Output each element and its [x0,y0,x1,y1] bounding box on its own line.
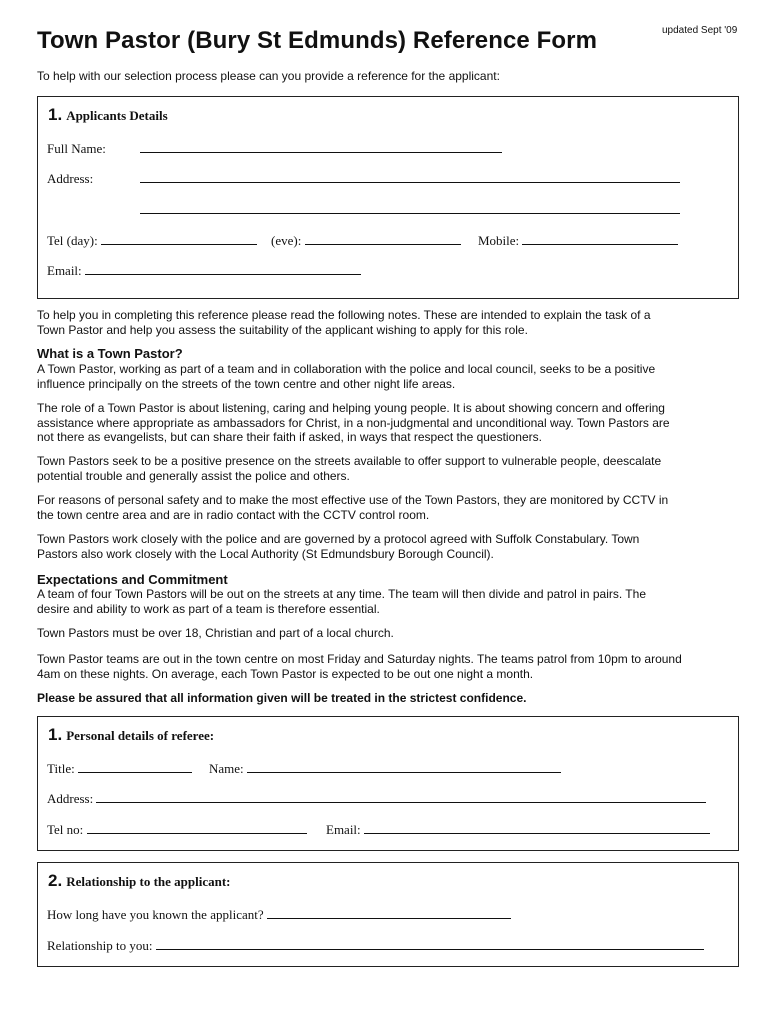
how-long-label: How long have you known the applicant? [47,907,264,922]
expectations-heading: Expectations and Commitment [37,572,228,587]
section-title: Relationship to the applicant: [66,874,231,889]
section-title: Personal details of referee: [66,728,215,743]
text-line: Pastors also work closely with the Local Authority (St Edmundsbury Borough Council). [37,546,494,561]
full-name-field[interactable] [140,142,502,153]
referee-address-field[interactable] [96,792,706,803]
referee-email-field[interactable] [364,823,710,834]
text-line: not there as evangelists, but can share their faith if asked, in ways that respect the questioners. [37,430,542,444]
relationship-field[interactable] [156,939,704,950]
text-line: Town Pastors seek to be a positive presence on the streets available to offer support to vulnerable people, deescalate [37,454,662,468]
text-line: the town centre area and are in radio contact with the CCTV control room. [37,507,430,522]
section-number: 2. [48,871,63,890]
text-line: influence principally on the streets of the town centre and other night life areas. [37,376,456,391]
text-line: assistance where appropriate as ambassadors for Christ, in a non-judgmental and unconditional way. Town Pastors are [37,415,670,430]
address-field-line-2[interactable] [140,203,680,214]
applicant-details-heading [48,105,168,125]
tel-no-field[interactable] [87,823,307,834]
expectations-paragraph-2 [37,626,737,641]
relationship-section [37,862,739,967]
how-long-field[interactable] [267,908,511,919]
text-line: Town Pastor and help you assess the suitability of the applicant wishing to apply for this role. [37,322,528,337]
text-line: Town Pastor teams are out in the town centre on most Friday and Saturday nights. The teams patrol from 10pm to around [37,652,682,666]
title-label: Title: [47,761,75,776]
text-line: Town Pastors must be over 18, Christian and part of a local church. [37,626,394,640]
text-line: To help you in completing this reference please read the following notes. These are intended to explain the task of a [37,308,651,322]
tel-no-label: Tel no: [47,822,84,837]
section-title: Applicants Details [66,108,168,123]
section-number: 1. [48,105,63,124]
tel-eve-field[interactable] [305,234,461,245]
tel-day-label: Tel (day): [47,233,98,248]
referee-address-label: Address: [47,791,94,806]
text-line: Town Pastors work closely with the police and are governed by a protocol agreed with Suffolk Constabulary. Town [37,532,640,546]
address-field-line-1[interactable] [140,172,680,183]
applicant-details-section [37,96,739,299]
section-number: 1. [48,725,63,744]
full-name-label: Full Name: [47,141,106,156]
expectations-paragraph-1 [37,587,737,616]
text-line: The role of a Town Pastor is about listening, caring and helping young people. It is about showing concern and offering [37,401,665,415]
page-title: Town Pastor (Bury St Edmunds) Reference Form [37,27,598,54]
what-is-heading: What is a Town Pastor? [37,346,183,361]
name-label: Name: [209,761,244,776]
what-is-paragraph-1 [37,362,737,391]
name-field[interactable] [247,762,561,773]
email-field[interactable] [85,264,361,275]
what-is-paragraph-4 [37,493,737,522]
tel-eve-label: (eve): [271,233,302,248]
updated-date: updated Sept '09 [662,25,738,36]
referee-details-section [37,716,739,851]
confidentiality-notice: Please be assured that all information given will be treated in the strictest confidence. [37,691,527,705]
text-line: potential trouble and generally assist the police and others. [37,468,350,483]
notes-intro [37,308,737,337]
text-line: desire and ability to work as part of a team is therefore essential. [37,601,380,616]
relationship-heading [48,871,231,891]
expectations-paragraph-3 [37,652,737,681]
relationship-label: Relationship to you: [47,938,153,953]
what-is-paragraph-5 [37,532,737,561]
title-field[interactable] [78,762,192,773]
intro-text: To help with our selection process please can you provide a reference for the applicant: [37,69,500,83]
text-line: 4am on these nights. On average, each Town Pastor is expected to be out one night a month. [37,666,534,681]
text-line: A Town Pastor, working as part of a team and in collaboration with the police and local council, seeks to be a positive [37,362,656,376]
tel-day-field[interactable] [101,234,257,245]
text-line: A team of four Town Pastors will be out on the streets at any time. The team will then divide and patrol in pairs. The [37,587,646,601]
text-line: For reasons of personal safety and to make the most effective use of the Town Pastors, they are monitored by CCTV in [37,493,669,507]
referee-email-label: Email: [326,822,361,837]
referee-details-heading [48,725,214,745]
mobile-field[interactable] [522,234,678,245]
email-label: Email: [47,263,82,278]
address-label: Address: [47,171,94,186]
mobile-label: Mobile: [478,233,520,248]
what-is-paragraph-2 [37,401,737,445]
what-is-paragraph-3 [37,454,737,483]
